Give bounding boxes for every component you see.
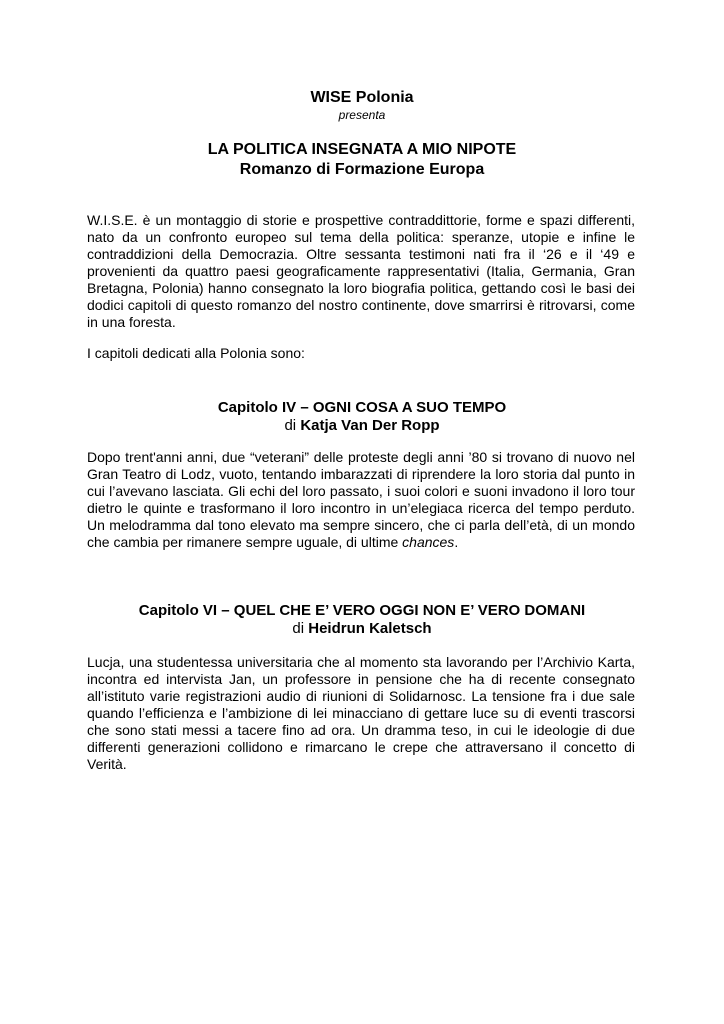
chapter-description: Lucja, una studentessa universitaria che al momento sta lavorando per l’Archivio Karta, incontra ed intervista Jan, un professore in pensione che ha di recente consegnato all’istituto varie registrazioni audio di riunioni di Solidarnosc. La tensione fra i due sale quando l’efficienza e l’ambizione di lei minacciano di gettare luce su di eventi trascorsi che sono stati messi a tacere fino ad ora. Un dramma teso, in cui le ideologie di due differenti generazioni collidono e rimarcano le crepe che attraversano il concetto di Verità. — [87, 654, 635, 772]
chapter-author: Heidrun Kaletsch — [308, 620, 432, 637]
chapter-title: Capitolo IV – OGNI COSA A SUO TEMPO — [217, 399, 507, 416]
chapter-author-line — [0, 619, 724, 638]
intro-paragraph: W.I.S.E. è un montaggio di storie e prospettive contraddittorie, forme e spazi differenti, nato da un confronto europeo sul tema della politica: speranze, utopie e infine le contraddizioni della Democrazia. Oltre sessanta testimoni nati fra il ‘26 e il ‘49 e provenienti da quattro paesi geograficamente rappresentativi (Italia, Germania, Gran Bretagna, Polonia) hanno consegnato la loro biografia politica, gettando così le basi dei dodici capitoli di questo romanzo del nostro continente, dove smarrirsi è ritrovarsi, come in una foresta. — [87, 212, 635, 330]
organization-title: WISE Polonia — [310, 89, 414, 106]
presents-label: presenta — [338, 108, 386, 122]
chapter-author: Katja Van Der Ropp — [300, 417, 440, 434]
work-subtitle: Romanzo di Formazione Europa — [239, 161, 485, 178]
chapter-author-prefix: di — [284, 417, 297, 434]
chapter-author-prefix: di — [292, 620, 305, 637]
chapters-intro: I capitoli dedicati alla Polonia sono: — [87, 345, 305, 361]
chapter-author-line — [0, 416, 724, 435]
work-title: LA POLITICA INSEGNATA A MIO NIPOTE — [207, 141, 517, 158]
chapter-title: Capitolo VI – QUEL CHE E’ VERO OGGI NON E’ VERO DOMANI — [138, 602, 586, 619]
chapter-description — [87, 449, 635, 551]
chapter-description-italic: chances — [402, 534, 455, 550]
chapter-description-text: Dopo trent'anni anni, due “veterani” delle proteste degli anni ’80 si trovano di nuovo nel Gran Teatro di Lodz, vuoto, tentando imbarazzati di riprendere la loro storia dal punto in cui l’avevano lasciata. Gli echi del loro passato, i suoi colori e suoni invadono il loro tour dietro le quinte e trasformano il loro incontro in un’elegiaca ricerca del tempo perduto. Un melodramma dal tono elevato ma sempre sincero, che ci parla dell’età, di un mondo che cambia per rimanere sempre uguale, di ultime — [87, 449, 635, 550]
chapter-description-tail: . — [454, 534, 459, 550]
